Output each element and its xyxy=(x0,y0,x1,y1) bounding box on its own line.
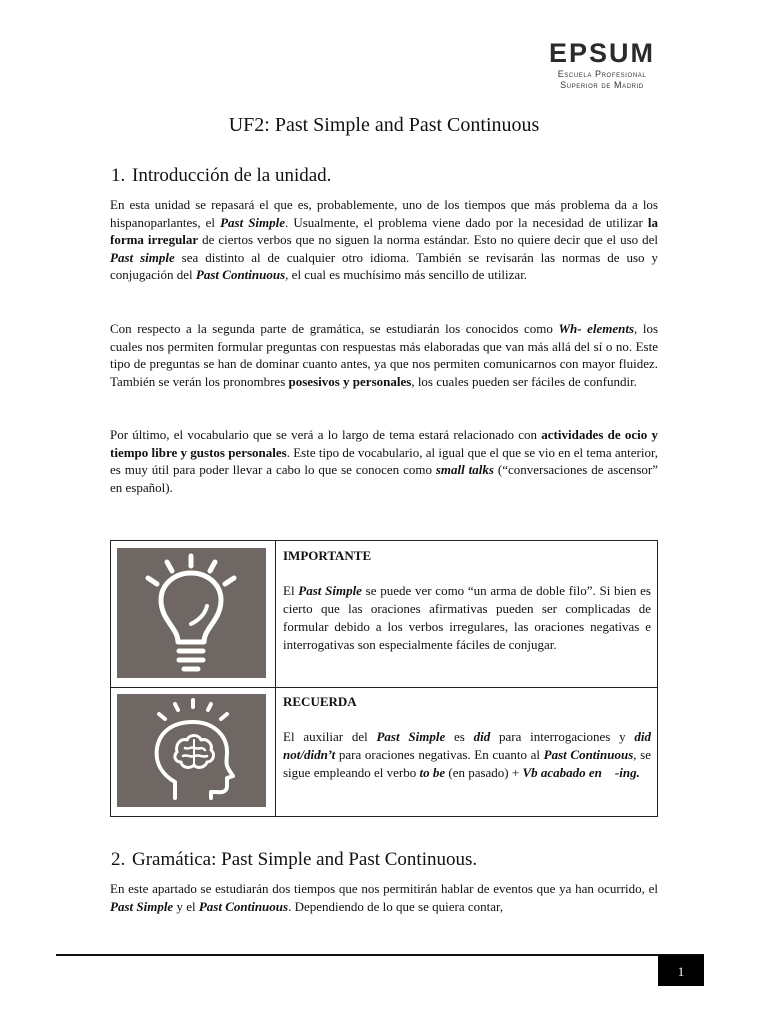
box2-text-3: para interrogaciones y xyxy=(490,729,635,744)
p2-emph-wh-elements: Wh- elements xyxy=(558,321,635,336)
p1-text-5: , el cual es muchísimo más sencillo de utilizar. xyxy=(285,267,528,283)
page-number: 1 xyxy=(658,955,704,986)
importante-body xyxy=(283,582,651,654)
box2-emph-past-simple: Past Simple xyxy=(376,729,446,744)
p1-emph-past-simple-2: Past simple xyxy=(110,249,175,265)
box2-text-5: , se sigue empleando el verbo xyxy=(283,747,651,780)
section-1-title: Introducción de la unidad. xyxy=(132,165,332,186)
box2-emph-did-not: did not/didn’t xyxy=(283,729,651,762)
p3-emph-activities: actividades de ocio y tiempo libre y gustos personales xyxy=(110,427,658,460)
box1-emph-past-simple: Past Simple xyxy=(298,583,362,598)
importante-cell xyxy=(283,547,651,654)
p4-emph-past-continuous: Past Continuous xyxy=(198,898,289,914)
section-2-heading xyxy=(111,849,477,871)
p4-emph-past-simple: Past Simple xyxy=(110,898,174,914)
box1-text-1: El xyxy=(283,583,299,598)
p1-text-2: . Usualmente, el problema viene dado por la necesidad de utilizar xyxy=(285,214,648,230)
section-2-title: Gramática: Past Simple and Past Continuous. xyxy=(132,849,478,870)
section-2-number: 2. xyxy=(111,849,126,870)
box1-text-2: se puede ver como “un arma de doble filo”. Si bien es cierto que las oraciones afirmativas pueden ser complicadas de formular debido a los verbos irregulares, las oraciones negativas e interrogativas son especialmente fáciles de conjugar. xyxy=(283,583,651,652)
p1-emph-past-simple: Past Simple xyxy=(220,214,286,230)
box2-emph-to-be: to be xyxy=(419,765,446,780)
intro-paragraph-1 xyxy=(110,196,658,284)
document-title: UF2: Past Simple and Past Continuous xyxy=(228,114,540,136)
box2-text-2: es xyxy=(445,729,474,744)
box2-text-1: El auxiliar del xyxy=(283,729,377,744)
intro-paragraph-3 xyxy=(110,426,658,496)
box2-text-6: (en pasado) + xyxy=(445,765,523,780)
p3-text-3: (“conversaciones de ascensor” en español). xyxy=(110,462,658,495)
epsum-logo xyxy=(543,40,661,91)
recuerda-heading: RECUERDA xyxy=(283,694,357,709)
p1-emph-irregular: la forma irregular xyxy=(110,214,659,248)
p4-text-2: y el xyxy=(173,898,199,914)
p2-text-3: , los cuales pueden ser fáciles de confundir. xyxy=(411,373,637,389)
p3-text-2: . Este tipo de vocabulario, al igual que el que se vio en el tema anterior, es muy útil para poder llevar a cabo lo que se conocen como xyxy=(110,444,659,478)
p4-text-3: . Dependiendo de lo que se quiera contar, xyxy=(288,898,504,914)
p1-text-3: de ciertos verbos que no siguen la norma estándar. Esto no quiere decir que el uso del xyxy=(198,232,658,248)
box2-emph-did: did xyxy=(473,729,491,744)
logo-subtitle-line1: Escuela Profesional xyxy=(557,69,647,79)
grammar-paragraph-1 xyxy=(110,880,658,915)
section-1-number: 1. xyxy=(111,165,126,186)
brain-head-icon xyxy=(117,694,266,807)
info-box-table xyxy=(110,540,658,817)
box2-text-4: para oraciones negativas. En cuanto al xyxy=(335,747,544,762)
recuerda-body xyxy=(283,728,651,782)
section-1-heading xyxy=(111,165,331,187)
lightbulb-icon xyxy=(117,548,266,678)
table-horizontal-divider xyxy=(111,687,657,688)
intro-paragraph-2 xyxy=(110,320,658,390)
logo-subtitle-line2: Superior de Madrid xyxy=(560,80,644,90)
table-vertical-divider xyxy=(275,541,276,816)
p4-text-1: En este apartado se estudiarán dos tiempos que nos permitirán hablar de eventos que ya han ocurrido, el xyxy=(110,881,658,896)
p2-text-2: , los cuales nos permiten formular preguntas con respuestas más elaboradas que van más allá del sí o no. Este tipo de preguntas se han de dominar cuanto antes, ya que nos permiten comunicarnos con mayor fluidez. También se verán los pronombres xyxy=(110,321,659,389)
p1-text-4: sea distinto al de cualquier otro idioma. También se revisarán las normas de uso y conjugación del xyxy=(110,249,658,283)
p2-text-1: Con respecto a la segunda parte de gramática, se estudiarán los conocidos como xyxy=(110,321,559,336)
recuerda-cell xyxy=(283,693,651,782)
logo-wordmark: EPSUM xyxy=(548,38,656,68)
footer-rule xyxy=(56,954,704,956)
p1-emph-past-continuous: Past Continuous xyxy=(195,267,286,283)
box2-emph-vb-ing: Vb acabado en -ing. xyxy=(522,765,640,780)
p3-emph-small-talks: small talks xyxy=(435,462,494,478)
box2-emph-past-continuous: Past Continuous xyxy=(543,747,634,762)
p3-text-1: Por último, el vocabulario que se verá a lo largo de tema estará relacionado con xyxy=(110,427,542,442)
importante-heading: IMPORTANTE xyxy=(283,548,372,563)
p2-emph-pronouns: posesivos y personales xyxy=(288,373,412,389)
p1-text-1: En esta unidad se repasará el que es, probablemente, uno de los tiempos que más problema da a los hispanoparlantes, el xyxy=(110,197,658,230)
